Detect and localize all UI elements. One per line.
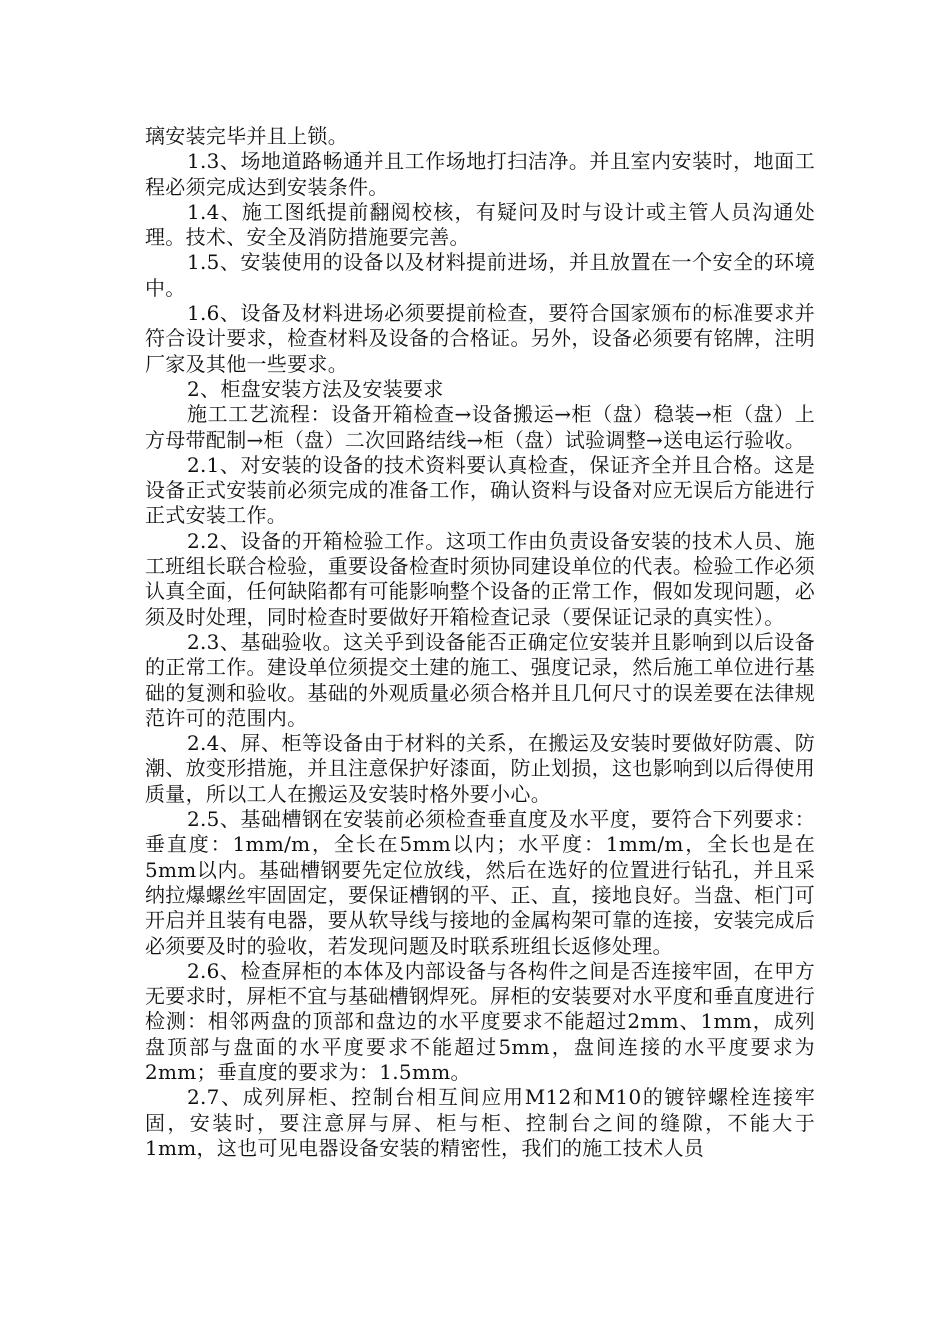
paragraph-process-flow: 施工工艺流程：设备开箱检查→设备搬运→柜（盘）稳装→柜（盘）上方母带配制→柜（盘）二次回路结线→柜（盘）试验调整→送电运行验收。 [145, 402, 815, 452]
paragraph-2-2: 2.2、设备的开箱检验工作。这项工作由负责设备安装的技术人员、施工班组长联合检验，重要设备检查时须协同建设单位的代表。检验工作必须认真全面，任何缺陷都有可能影响整个设备的正常工作，假如发现问题，必须及时处理，同时检查时要做好开箱检查记录（要保证记录的真实性）。 [145, 528, 815, 629]
paragraph-1-6: 1.6、设备及材料进场必须要提前检查，要符合国家颁布的标准要求并符合设计要求，检查材料及设备的合格证。另外，设备必须要有铭牌，注明厂家及其他一些要求。 [145, 301, 815, 376]
paragraph-continuation: 璃安装完毕并且上锁。 [145, 124, 348, 148]
paragraph-2-1: 2.1、对安装的设备的技术资料要认真检查，保证齐全并且合格。这是设备正式安装前必须完成的准备工作，确认资料与设备对应无误后方能进行正式安装工作。 [145, 452, 815, 528]
document-page [145, 124, 815, 1161]
paragraph-1-4: 1.4、施工图纸提前翻阅校核，有疑问及时与设计或主管人员沟通处理。技术、安全及消防措施要完善。 [145, 199, 815, 250]
paragraph-2-6: 2.6、检查屏柜的本体及内部设备与各构件之间是否连接牢固，在甲方无要求时，屏柜不宜与基础槽钢焊死。屏柜的安装要对水平度和垂直度进行检测：相邻两盘的顶部和盘边的水平度要求不能超过2mm、1mm，成列盘顶部与盘面的水平度要求不能超过5mm，盘间连接的水平度要求为2mm；垂直度的要求为：1.5mm。 [145, 958, 815, 1084]
paragraph-2-4: 2.4、屏、柜等设备由于材料的关系，在搬运及安装时要做好防震、防潮、放变形措施，并且注意保护好漆面，防止划损，这也影响到以后得使用质量，所以工人在搬运及安装时格外要小心。 [145, 731, 815, 806]
section-heading-2: 2、柜盘安装方法及安装要求 [187, 376, 444, 401]
paragraph-2-3: 2.3、基础验收。这关乎到设备能否正确定位安装并且影响到以后设备的正常工作。建设单位须提交土建的施工、强度记录，然后施工单位进行基础的复测和验收。基础的外观质量必须合格并且几何尺寸的误差要在法律规范许可的范围内。 [145, 629, 815, 730]
paragraph-1-5: 1.5、安装使用的设备以及材料提前进场，并且放置在一个安全的环境中。 [145, 250, 815, 300]
paragraph-2-5: 2.5、基础槽钢在安装前必须检查垂直度及水平度，要符合下列要求：垂直度：1mm/m，全长在5mm以内；水平度：1mm/m，全长也是在5mm以内。基础槽钢要先定位放线，然后在选好的位置进行钻孔，并且采纳拉爆螺丝牢固固定，要保证槽钢的平、正、直，接地良好。当盘、柜门可开启并且装有电器，要从软导线与接地的金属构架可靠的连接，安装完成后必须要及时的验收，若发现问题及时联系班组长返修处理。 [145, 807, 815, 958]
paragraph-2-7: 2.7、成列屏柜、控制台相互间应用M12和M10的镀锌螺栓连接牢固，安装时，要注意屏与屏、柜与柜、控制台之间的缝隙，不能大于1mm，这也可见电器设备安装的精密性，我们的施工技术人员 [145, 1085, 815, 1160]
paragraph-1-3: 1.3、场地道路畅通并且工作场地打扫洁净。并且室内安装时，地面工程必须完成达到安装条件。 [145, 149, 815, 199]
